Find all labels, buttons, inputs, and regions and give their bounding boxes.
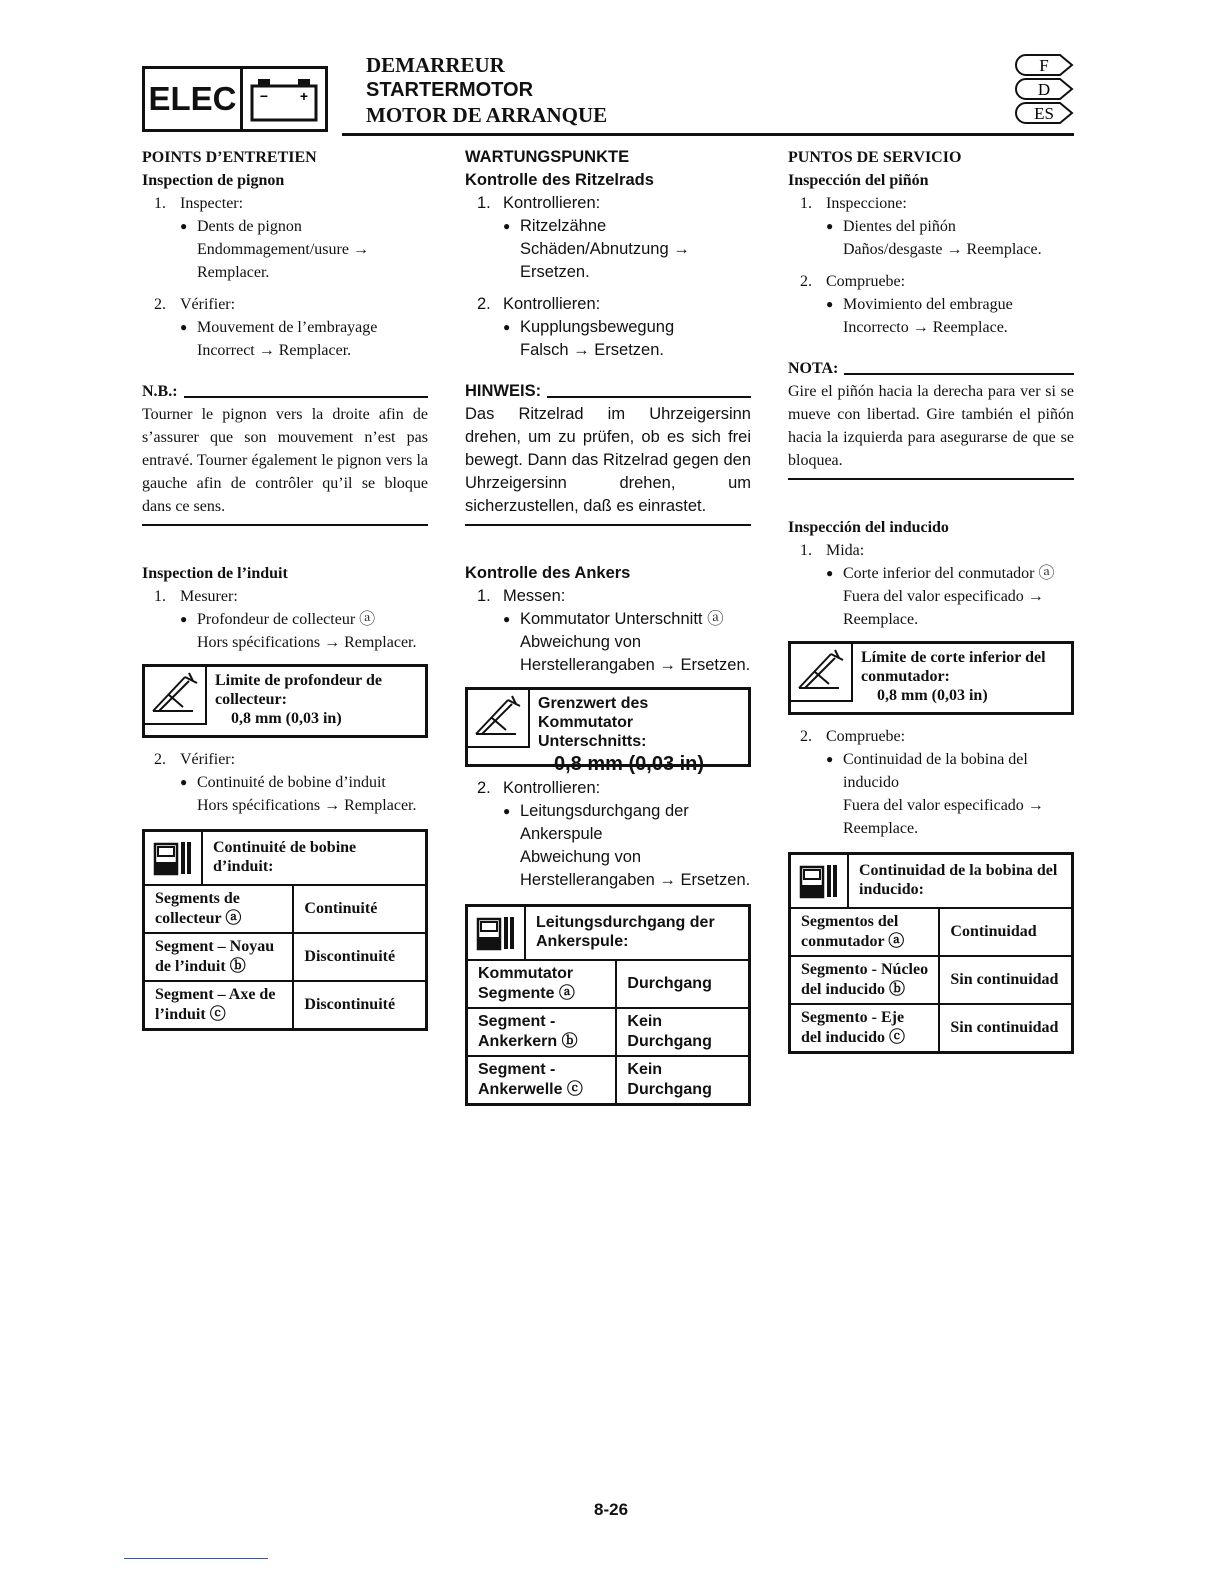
table-title: Continuidad de la bobina del inducido:: [859, 862, 1058, 898]
armature-step-1-detail: Fuera del valor especificado → Reemplace.: [843, 588, 1044, 628]
step-2-detail: Incorrect → Remplacer.: [197, 342, 352, 359]
table-row: Segment - Ankerwelle ⓒ Kein Durchgang: [468, 1056, 748, 1103]
armature-step-2-item: ● Leitungsdurchgang der Ankerspule: [503, 802, 689, 843]
section-title: WARTUNGSPUNKTE: [465, 148, 630, 166]
footer-link-line: [124, 1558, 268, 1559]
continuity-table: [788, 852, 1074, 1054]
step-1: 1. Kontrollieren:: [477, 194, 601, 212]
section-badge: [142, 66, 328, 132]
step-1-item: ● Dientes del piñón: [826, 218, 956, 235]
pinion-title: Inspection de pignon: [142, 172, 285, 189]
note-header: HINWEIS:: [465, 380, 751, 403]
language-badge-f: [1012, 53, 1074, 77]
table-row: Segment – Noyau de l’induit ⓑ Discontinuité: [145, 933, 425, 981]
limit-box: [142, 664, 428, 738]
column-spanish: [788, 146, 1074, 1054]
table-row: Segmento - Eje del inducido ⓒ Sin continuidad: [791, 1004, 1071, 1051]
note-text: Gire el piñón hacia la derecha para ver si se mueve con libertad. Gire también el piñón hacia la izquierda para asegurarse de que se bloquea.: [788, 383, 1074, 469]
step-2-item: ● Movimiento del embrague: [826, 296, 1013, 313]
table-title: Continuité de bobine d’induit:: [213, 839, 357, 875]
continuity-table: [142, 829, 428, 1031]
armature-step-2-detail: Hors spécifications → Remplacer.: [197, 797, 417, 814]
title-de: STARTERMOTOR: [366, 79, 534, 101]
armature-title: Inspection de l’induit: [142, 565, 288, 582]
armature-step-1-item: ● Kommutator Unterschnitt ⓐ: [503, 610, 724, 628]
armature-step-2-detail: Abweichung von Herstellerangaben → Ersetzen.: [520, 848, 751, 889]
step-2-item: ● Mouvement de l’embrayage: [180, 319, 378, 336]
section-code: ELEC: [145, 69, 243, 129]
caliper-icon: [472, 694, 524, 742]
step-2: 2. Kontrollieren:: [477, 295, 601, 313]
header-rule: [342, 133, 1074, 136]
armature-step-2: 2. Compruebe:: [800, 728, 906, 745]
step-2-detail: Falsch → Ersetzen.: [520, 341, 664, 359]
armature-step-1-detail: Abweichung von Herstellerangaben → Ersetzen.: [520, 633, 751, 674]
armature-step-1-item: ● Profondeur de collecteur ⓐ: [180, 611, 376, 628]
section-title: POINTS D’ENTRETIEN: [142, 149, 317, 166]
multimeter-icon: [791, 855, 849, 907]
title-es: MOTOR DE ARRANQUE: [366, 103, 608, 127]
limit-title: Límite de corte inferior del conmutador:: [861, 649, 1046, 685]
step-2: 2. Compruebe:: [800, 273, 906, 290]
caliper-icon: [149, 671, 201, 719]
step-1: 1. Inspecter:: [154, 195, 244, 212]
caliper-icon: [795, 648, 847, 696]
note-text: Tourner le pignon vers la droite afin de s’assurer que son mouvement n’est pas entravé. Tourner également le pignon vers la gauche afin de contrôler qu’il se bloque dans ce sens.: [142, 406, 428, 515]
continuity-table: [465, 904, 751, 1106]
language-es-label: ES: [1034, 104, 1054, 123]
language-badge-es: [1012, 101, 1074, 125]
armature-step-2-detail: Fuera del valor especificado → Reemplace.: [843, 797, 1044, 837]
table-row: Segment - Ankerkern ⓑ Kein Durchgang: [468, 1008, 748, 1056]
step-1-detail: Daños/desgaste → Reemplace.: [843, 241, 1042, 258]
armature-step-1: 1. Mesurer:: [154, 588, 238, 605]
armature-step-1: 1. Messen:: [477, 587, 566, 605]
limit-title: Limite de profondeur de collecteur:: [215, 672, 382, 708]
note-header: N.B.:: [142, 380, 428, 403]
column-german: [465, 146, 751, 1106]
pinion-title: Kontrolle des Ritzelrads: [465, 171, 654, 189]
step-1-detail: Endommagement/usure → Remplacer.: [197, 241, 369, 281]
note-text: Das Ritzelrad im Uhrzeigersinn drehen, um zu prüfen, ob es sich frei bewegt. Dann das Ritzelrad gegen den Uhrzeigersinn drehen, um sicherzustellen, daß es einrastet.: [465, 405, 751, 515]
table-title: Leitungsdurchgang der Ankerspule:: [536, 914, 715, 950]
table-row: Segment – Axe de l’induit ⓒ Discontinuité: [145, 981, 425, 1028]
step-2-detail: Incorrecto → Reemplace.: [843, 319, 1008, 336]
multimeter-icon: [468, 907, 526, 959]
step-1: 1. Inspeccione:: [800, 195, 907, 212]
limit-value: 0,8 mm (0,03 in): [877, 687, 988, 704]
note-header: NOTA:: [788, 357, 1074, 380]
armature-step-1-item: ● Corte inferior del conmutador ⓐ: [826, 565, 1055, 582]
armature-step-1: 1. Mida:: [800, 542, 865, 559]
limit-title: Grenzwert des Kommutator Unterschnitts:: [538, 695, 649, 750]
step-2: 2. Vérifier:: [154, 296, 236, 313]
multimeter-icon: [145, 832, 203, 884]
armature-step-2-item: ● Continuité de bobine d’induit: [180, 774, 386, 791]
armature-title: Kontrolle des Ankers: [465, 564, 631, 582]
pinion-title: Inspección del piñón: [788, 172, 929, 189]
battery-minus: −: [259, 88, 269, 104]
header-titles: [366, 53, 607, 128]
title-fr: DEMARREUR: [366, 53, 505, 77]
battery-icon: [243, 69, 325, 129]
table-row: Segmento - Núcleo del inducido ⓑ Sin continuidad: [791, 956, 1071, 1004]
armature-step-2: 2. Vérifier:: [154, 751, 236, 768]
section-title: PUNTOS DE SERVICIO: [788, 149, 962, 166]
limit-value: 0,8 mm (0,03 in): [554, 753, 705, 775]
language-badge-d: [1012, 77, 1074, 101]
page-number: 8-26: [594, 1500, 629, 1519]
language-badges: [1012, 53, 1074, 125]
battery-plus: +: [299, 88, 309, 104]
limit-value: 0,8 mm (0,03 in): [231, 710, 342, 727]
language-d-label: D: [1037, 80, 1051, 99]
step-1-item: ● Ritzelzähne: [503, 217, 607, 235]
step-1-detail: Schäden/Abnutzung → Ersetzen.: [520, 240, 690, 281]
armature-step-2-item: ● Continuidad de la bobina del inducido: [826, 751, 1028, 791]
table-row: Segmentos del conmutador ⓐ Continuidad: [791, 909, 1071, 956]
table-row: Kommutator Segmente ⓐ Durchgang: [468, 961, 748, 1008]
armature-title: Inspección del inducido: [788, 519, 949, 536]
armature-step-1-detail: Hors spécifications → Remplacer.: [197, 634, 417, 651]
column-french: [142, 146, 428, 1031]
limit-box: [788, 641, 1074, 715]
armature-step-2: 2. Kontrollieren:: [477, 779, 601, 797]
step-1-item: ● Dents de pignon: [180, 218, 302, 235]
limit-box: [465, 687, 751, 775]
table-row: Segments de collecteur ⓐ Continuité: [145, 886, 425, 933]
language-f-label: F: [1039, 56, 1049, 75]
step-2-item: ● Kupplungsbewegung: [503, 318, 675, 336]
